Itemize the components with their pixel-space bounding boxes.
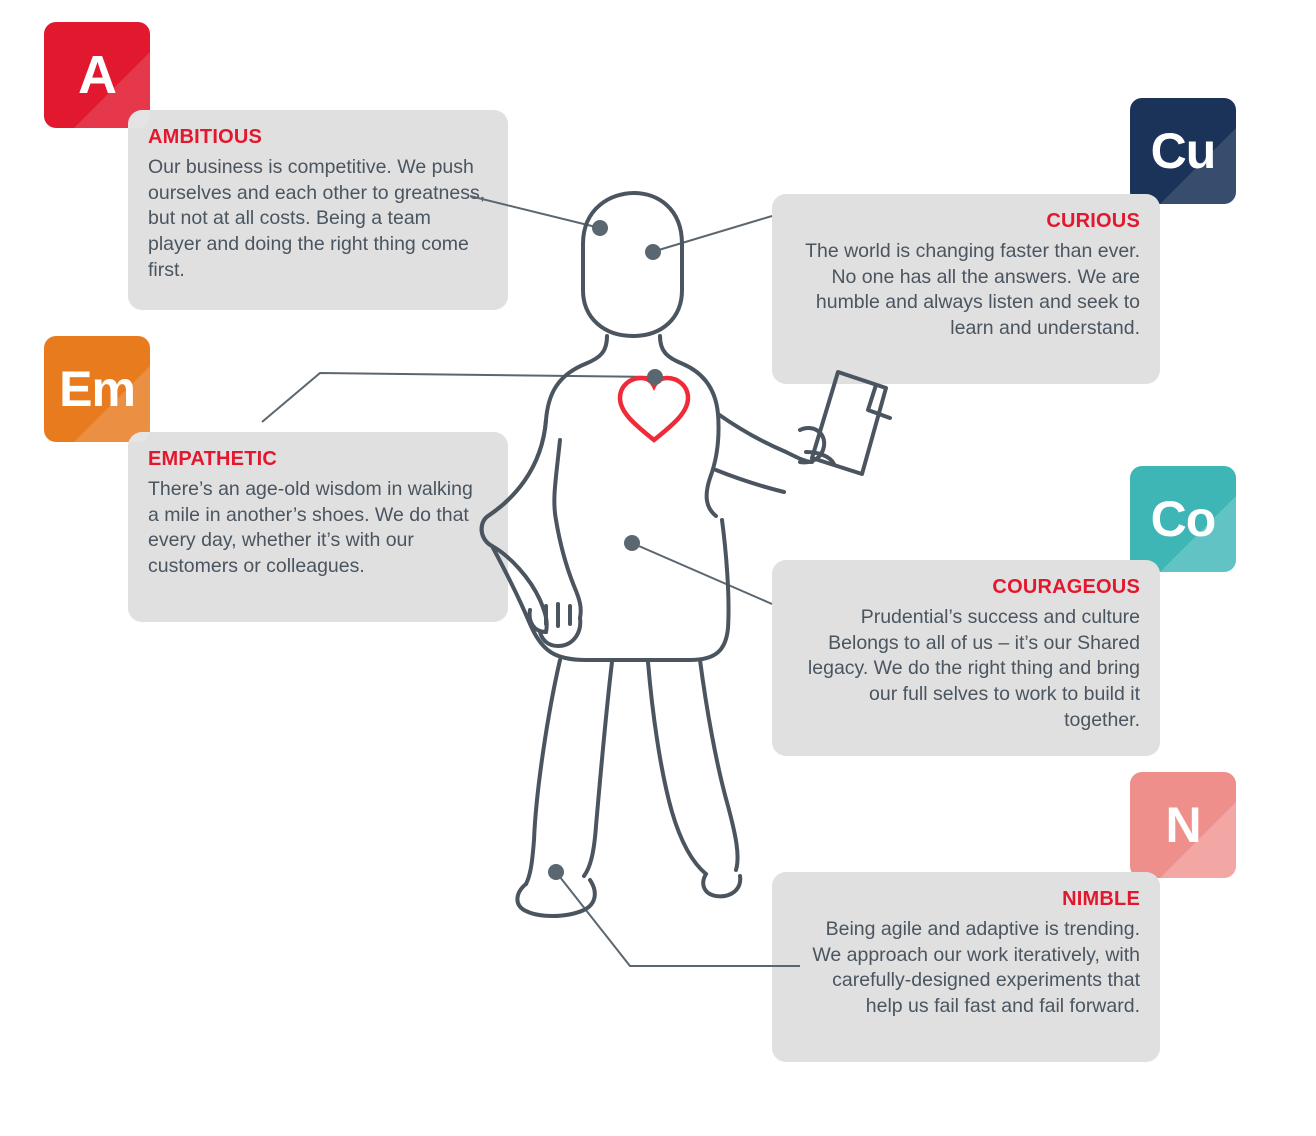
callout-body: Being agile and adaptive is trending. We approach our work iteratively, with carefully-designed experiments that help us fail fast and fail forward.	[812, 917, 1140, 1018]
element-tile-empathetic	[44, 336, 150, 442]
leader-curious	[652, 216, 772, 252]
heart-icon	[620, 378, 688, 440]
left-arm-inner	[554, 440, 580, 618]
callout-nimble	[772, 872, 1160, 1062]
dot-courageous	[624, 535, 640, 551]
callout-body: There’s an age-old wisdom in walking a mile in another’s shoes. We do that every day, whether it’s with our customers or colleagues.	[148, 477, 473, 578]
callout-body: Our business is competitive. We push ourselves and each other to greatness, but not at all costs. Being a team player and doing the right thing come first.	[148, 155, 486, 282]
tile-symbol: Co	[1150, 491, 1216, 547]
tile-symbol: A	[78, 45, 116, 105]
callout-courageous	[772, 560, 1160, 756]
tile-symbol: N	[1165, 797, 1201, 853]
right-forearm-bottom	[716, 470, 784, 492]
element-tile-curious	[1130, 98, 1236, 204]
left-foot	[517, 880, 594, 916]
phone-corner-fold	[868, 385, 890, 418]
right-hand	[800, 428, 824, 462]
callout-title: NIMBLE	[1062, 888, 1140, 910]
right-arm-outer	[660, 336, 719, 516]
callout-title: EMPATHETIC	[148, 448, 278, 470]
callout-curious	[772, 194, 1160, 384]
phone-icon	[812, 372, 886, 474]
tile-symbol: Cu	[1150, 123, 1216, 179]
left-leg-outer	[526, 660, 560, 884]
head-shape	[583, 193, 682, 336]
callout-ambitious	[128, 110, 508, 310]
callout-body: The world is changing faster than ever. No one has all the answers. We are humble and always listen and seek to learn and understand.	[805, 239, 1140, 340]
leader-courageous	[632, 543, 772, 604]
right-forearm-top	[718, 414, 812, 462]
connector-dots	[548, 220, 663, 880]
right-leg-inner	[648, 662, 706, 874]
right-hand-thumb	[806, 452, 834, 464]
element-tile-courageous	[1130, 466, 1236, 572]
tile-symbol: Em	[59, 361, 135, 417]
dot-ambitious	[592, 220, 608, 236]
callout-title: COURAGEOUS	[992, 576, 1140, 598]
leader-nimble	[556, 872, 800, 966]
callout-title: CURIOUS	[1046, 210, 1140, 232]
right-foot	[703, 874, 740, 896]
left-leg-inner	[584, 662, 612, 876]
dot-empathetic	[647, 369, 663, 385]
callout-title: AMBITIOUS	[148, 126, 263, 148]
hip-shape	[492, 520, 729, 660]
leader-empathetic	[262, 373, 655, 422]
left-hand-fingers	[546, 604, 570, 626]
dot-curious	[645, 244, 661, 260]
callout-empathetic	[128, 432, 508, 622]
dot-nimble	[548, 864, 564, 880]
left-hand	[530, 610, 581, 646]
callout-body: Prudential’s success and culture Belongs to all of us – it’s our Shared legacy. We do the right thing and bring our full selves to work to build it together.	[807, 605, 1140, 732]
right-leg-outer	[700, 660, 738, 870]
element-tile-ambitious	[44, 22, 150, 128]
element-tile-nimble	[1130, 772, 1236, 878]
